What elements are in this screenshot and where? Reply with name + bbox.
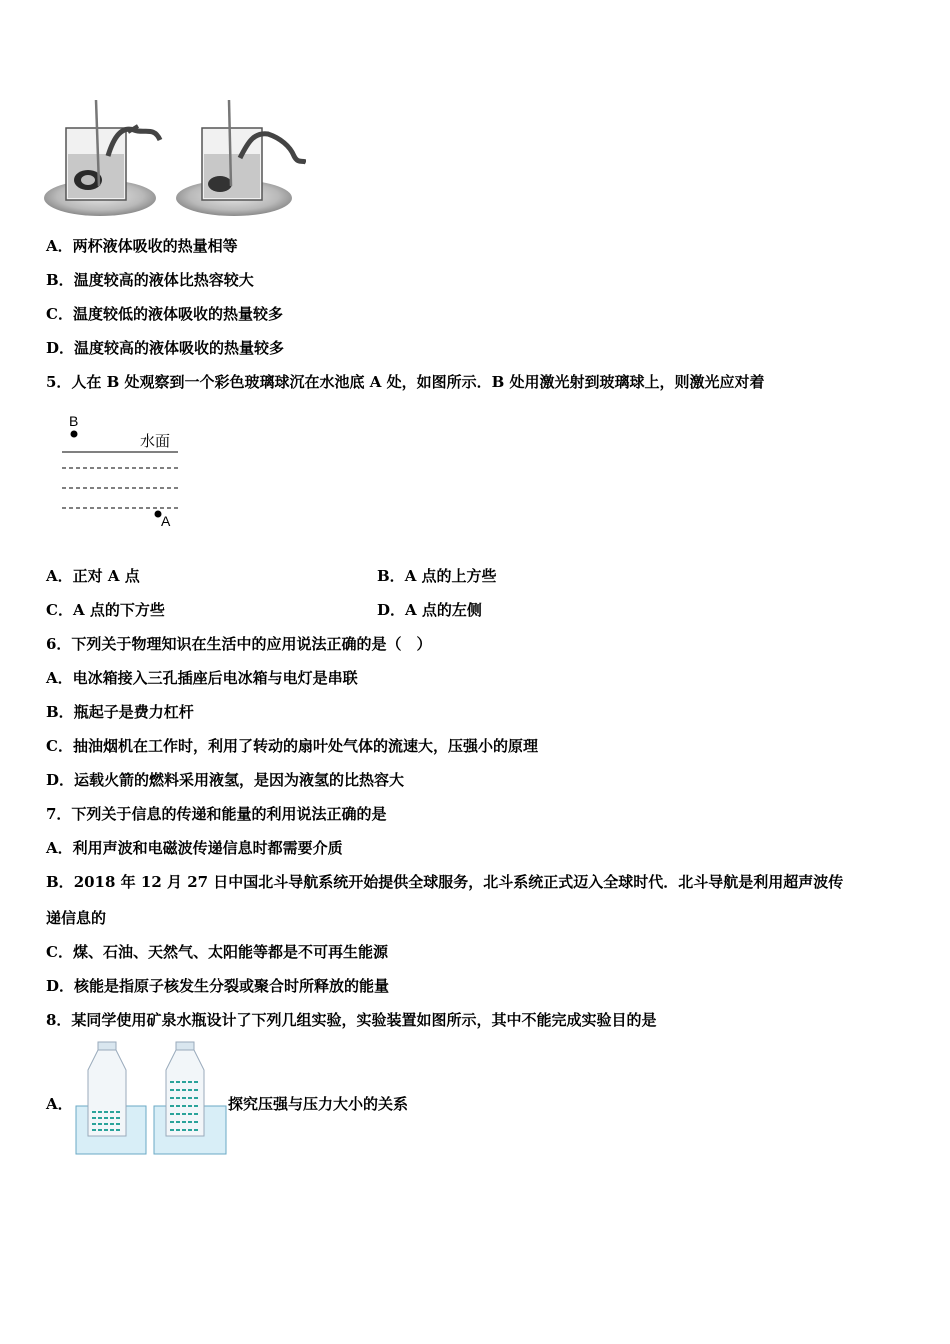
q7-option-b-continued bbox=[46, 908, 106, 928]
q5-option-c bbox=[46, 600, 165, 620]
point-b bbox=[71, 431, 78, 438]
q6-option-a bbox=[46, 668, 358, 688]
bottles-figure bbox=[74, 1040, 228, 1156]
q6-option-c bbox=[46, 736, 538, 756]
q6-option-d-letter: D． bbox=[46, 771, 75, 789]
q5-option-b-letter: B． bbox=[377, 567, 405, 585]
q7-stem: 7．下列关于信息的传递和能量的利用说法正确的是 bbox=[46, 805, 387, 823]
label-water-surface: 水面 bbox=[140, 433, 171, 450]
q6-option-b-text: 瓶起子是费力杠杆 bbox=[73, 703, 194, 721]
q4-option-b-text: 温度较高的液体比热容较大 bbox=[73, 271, 254, 289]
q5-option-a-text: 正对 A 点 bbox=[72, 567, 140, 585]
q6-option-a-text: 电冰箱接入三孔插座后电冰箱与电灯是串联 bbox=[72, 669, 358, 687]
q8-option-a-letter: A． bbox=[46, 1095, 73, 1113]
q6-option-c-letter: C． bbox=[46, 737, 73, 755]
q7-option-c bbox=[46, 942, 388, 962]
q6-option-d bbox=[46, 770, 404, 790]
q6-option-c-text: 抽油烟机在工作时，利用了转动的扇叶处气体的流速大，压强小的原理 bbox=[72, 737, 538, 755]
q7-option-a-letter: A． bbox=[46, 839, 73, 857]
q6-stem: 6．下列关于物理知识在生活中的应用说法正确的是（ ） bbox=[46, 635, 432, 653]
q6-option-b bbox=[46, 702, 194, 722]
q5-option-d-text: A 点的左侧 bbox=[405, 601, 482, 619]
label-b: B bbox=[69, 413, 79, 429]
q5-option-d bbox=[377, 600, 482, 620]
q5-stem: 5．人在 B 处观察到一个彩色玻璃球沉在水池底 A 处，如图所示．B 处用激光射到玻璃球上，则激光应对着 bbox=[46, 373, 765, 391]
q7-option-d bbox=[46, 976, 389, 996]
q7-option-b-letter: B． bbox=[46, 873, 74, 891]
q5-option-a bbox=[46, 566, 140, 586]
q5-option-c-text: A 点的下方些 bbox=[72, 601, 165, 619]
beakers-figure bbox=[44, 96, 306, 220]
q7-option-b bbox=[46, 872, 843, 892]
q5-option-b bbox=[377, 566, 497, 586]
q6-option-a-letter: A． bbox=[46, 669, 73, 687]
q4-option-a-text: 两杯液体吸收的热量相等 bbox=[72, 237, 238, 255]
q4-option-c-text: 温度较低的液体吸收的热量较多 bbox=[72, 305, 283, 323]
q7-option-d-text: 核能是指原子核发生分裂或聚合时所释放的能量 bbox=[74, 977, 390, 995]
q4-option-d bbox=[46, 338, 284, 358]
q4-option-a bbox=[46, 236, 238, 256]
q4-option-b bbox=[46, 270, 254, 290]
q6-option-d-text: 运载火箭的燃料采用液氢，是因为液氢的比热容大 bbox=[74, 771, 405, 789]
q7-option-d-letter: D． bbox=[46, 977, 75, 995]
q4-option-d-text: 温度较高的液体吸收的热量较多 bbox=[74, 339, 285, 357]
q7-option-a-text: 利用声波和电磁波传递信息时都需要介质 bbox=[72, 839, 343, 857]
q5-option-c-letter: C． bbox=[46, 601, 73, 619]
q7-option-b-cont-text: 递信息的 bbox=[46, 909, 107, 927]
q7-option-c-text: 煤、石油、天然气、太阳能等都是不可再生能源 bbox=[72, 943, 388, 961]
q4-option-a-letter: A． bbox=[46, 237, 73, 255]
q4-option-c-letter: C． bbox=[46, 305, 73, 323]
q7-option-a bbox=[46, 838, 343, 858]
q5-option-b-text: A 点的上方些 bbox=[404, 567, 497, 585]
q7-option-c-letter: C． bbox=[46, 943, 73, 961]
q8-option-a-text: 探究压强与压力大小的关系 bbox=[228, 1095, 409, 1113]
q5-option-a-letter: A． bbox=[46, 567, 73, 585]
q5-option-d-letter: D． bbox=[377, 601, 406, 619]
q6-option-b-letter: B． bbox=[46, 703, 74, 721]
water-pool-figure bbox=[58, 410, 188, 532]
q7-option-b-text: 2018 年 12 月 27 日中国北斗导航系统开始提供全球服务，北斗系统正式迈入全球时代．北斗导航是利用超声波传 bbox=[73, 873, 844, 891]
q8-stem: 8．某同学使用矿泉水瓶设计了下列几组实验，实验装置如图所示，其中不能完成实验目的是 bbox=[46, 1011, 657, 1029]
label-a: A bbox=[161, 513, 171, 529]
q4-option-c bbox=[46, 304, 283, 324]
q4-option-b-letter: B． bbox=[46, 271, 74, 289]
q4-option-d-letter: D． bbox=[46, 339, 75, 357]
